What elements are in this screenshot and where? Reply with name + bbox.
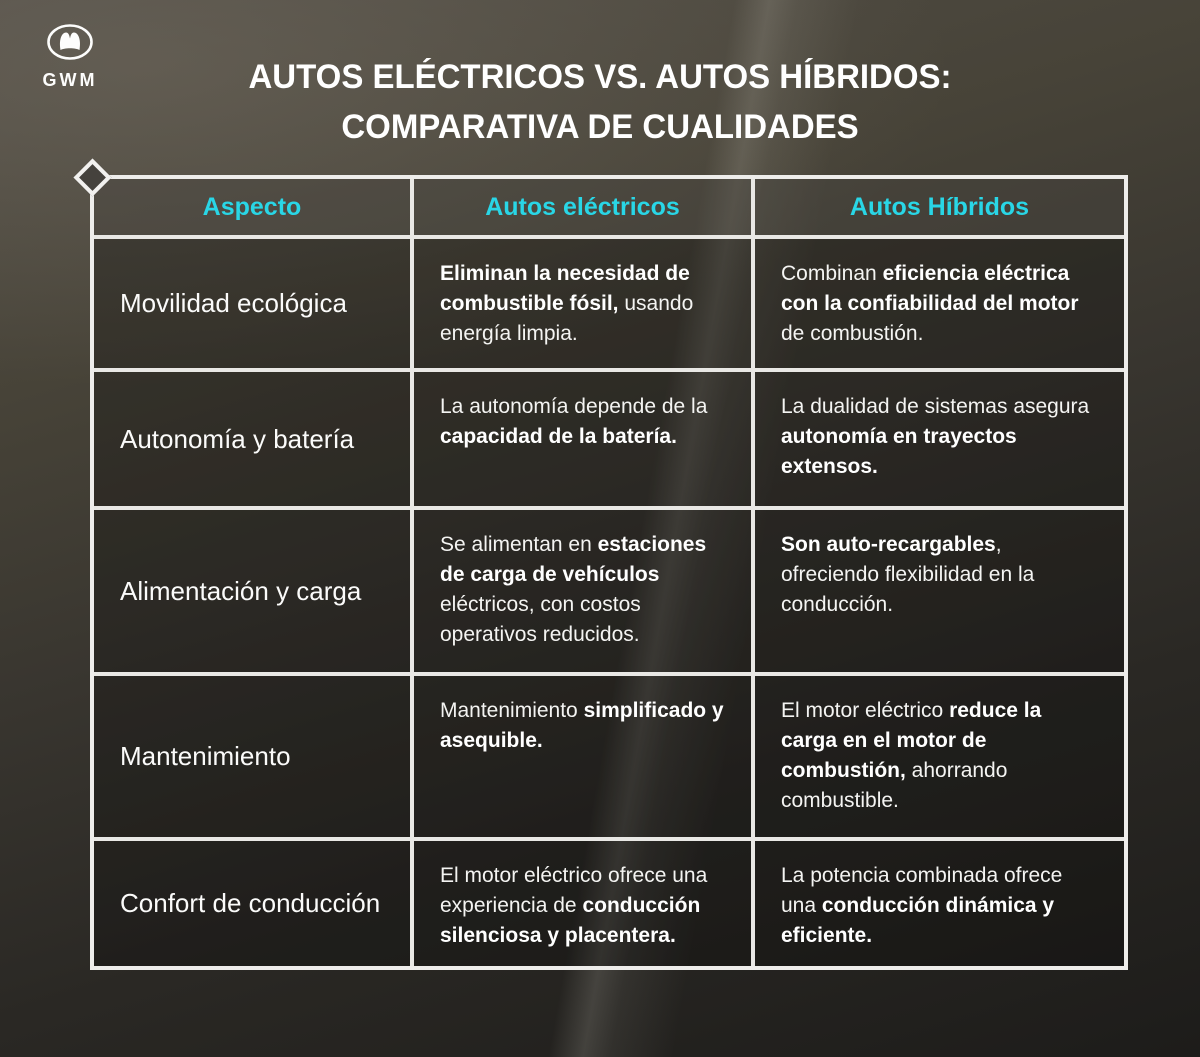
electric-cell: Eliminan la necesidad de combustible fósil, usando energía limpia. bbox=[414, 239, 755, 372]
hybrid-cell: Combinan eficiencia eléctrica con la confiabilidad del motor de combustión. bbox=[755, 239, 1124, 372]
aspect-cell: Confort de conducción bbox=[94, 841, 414, 966]
hybrid-cell: El motor eléctrico reduce la carga en el motor de combustión, ahorrando combustible. bbox=[755, 676, 1124, 841]
hybrid-cell: Son auto-recargables, ofreciendo flexibilidad en la conducción. bbox=[755, 510, 1124, 676]
aspect-cell: Alimentación y carga bbox=[94, 510, 414, 676]
aspect-cell: Movilidad ecológica bbox=[94, 239, 414, 372]
hybrid-cell: La dualidad de sistemas asegura autonomía en trayectos extensos. bbox=[755, 372, 1124, 510]
brand-name: GWM bbox=[42, 70, 98, 90]
header-cell-aspect: Aspecto bbox=[94, 179, 414, 239]
header-cell-hybrid: Autos Híbridos bbox=[755, 179, 1124, 239]
comparison-table bbox=[90, 175, 1128, 970]
hybrid-cell: La potencia combinada ofrece una conducción dinámica y eficiente. bbox=[755, 841, 1124, 966]
page-title-line2: COMPARATIVA DE CUALIDADES bbox=[341, 108, 859, 146]
aspect-cell: Autonomía y batería bbox=[94, 372, 414, 510]
electric-cell: El motor eléctrico ofrece una experiencia de conducción silenciosa y placentera. bbox=[414, 841, 755, 966]
electric-cell: Se alimentan en estaciones de carga de vehículos eléctricos, con costos operativos reducidos. bbox=[414, 510, 755, 676]
electric-cell: La autonomía depende de la capacidad de la batería. bbox=[414, 372, 755, 510]
page-title-line1: AUTOS ELÉCTRICOS VS. AUTOS HÍBRIDOS: bbox=[248, 58, 952, 96]
header-cell-electric: Autos eléctricos bbox=[414, 179, 755, 239]
aspect-cell: Mantenimiento bbox=[94, 676, 414, 841]
page-title bbox=[18, 52, 1182, 152]
electric-cell: Mantenimiento simplificado y asequible. bbox=[414, 676, 755, 841]
